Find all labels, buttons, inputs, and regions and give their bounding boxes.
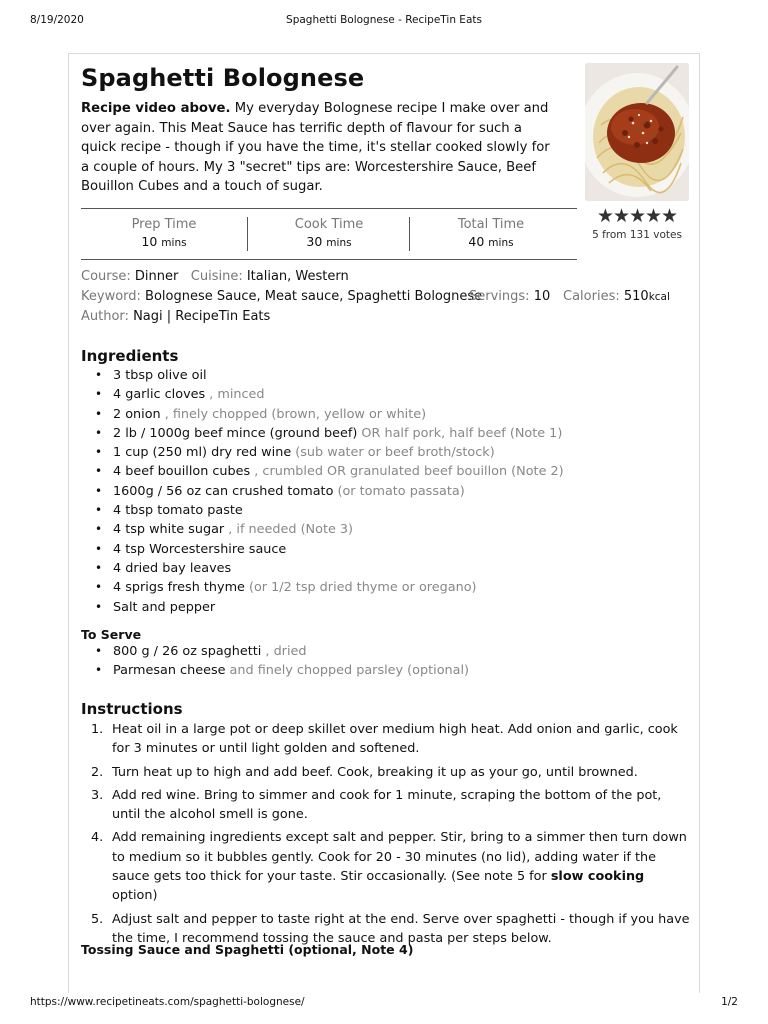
- spaghetti-bolognese-image: [585, 63, 689, 201]
- cook-time-value: 30: [306, 234, 323, 249]
- calories-unit: kcal: [648, 291, 670, 303]
- recipe-title: Spaghetti Bolognese: [81, 64, 365, 92]
- author-value: Nagi | RecipeTin Eats: [133, 309, 271, 324]
- serve-item: • Parmesan cheese and finely chopped parsley (optional): [95, 661, 469, 680]
- ingredient-item: • 4 tsp white sugar , if needed (Note 3): [95, 520, 564, 539]
- meta-author: [81, 309, 270, 324]
- rating-votes: 5 from 131 votes: [592, 229, 682, 241]
- slow-cooking-bold: slow cooking: [550, 869, 645, 885]
- ingredient-item: • 3 tbsp olive oil: [95, 366, 564, 385]
- servings-label: Servings:: [469, 289, 530, 304]
- course-value: Dinner: [134, 269, 179, 284]
- instructions-list: [91, 720, 691, 952]
- total-time: [409, 217, 572, 251]
- author-label: Author:: [81, 309, 129, 324]
- prep-time-unit: mins: [161, 237, 187, 249]
- calories-value: 510: [623, 289, 649, 304]
- cook-time-unit: mins: [326, 237, 352, 249]
- instruction-step: 3. Add red wine. Bring to simmer and cook for 1 minute, scraping the bottom of the pot, until the alcohol smell is gone.: [91, 787, 662, 823]
- recipe-card: [68, 53, 700, 993]
- ingredient-item: • 2 lb / 1000g beef mince (ground beef) OR half pork, half beef (Note 1): [95, 424, 564, 443]
- ingredient-item: • 1600g / 56 oz can crushed tomato (or tomato passata): [95, 482, 564, 501]
- ingredient-item: • 4 tsp Worcestershire sauce: [95, 540, 564, 559]
- to-serve-heading: To Serve: [81, 627, 142, 642]
- instruction-step: 5. Adjust salt and pepper to taste right at the end. Serve over spaghetti - though if you have the time, I recommend tossing the sauce and pasta per steps below.: [91, 911, 690, 946]
- calories: [563, 289, 670, 304]
- cuisine-label: Cuisine:: [190, 269, 243, 284]
- recipe-summary: [81, 99, 556, 197]
- serve-item: • 800 g / 26 oz spaghetti , dried: [95, 642, 469, 661]
- ingredient-item: • 4 dried bay leaves: [95, 559, 564, 578]
- course-label: Course:: [81, 269, 131, 284]
- print-url[interactable]: https://www.recipetineats.com/spaghetti-bolognese/: [30, 996, 305, 1008]
- ingredients-list: [95, 366, 564, 617]
- total-time-value: 40: [468, 234, 485, 249]
- meta-keyword-servings: [81, 289, 681, 304]
- print-header: [30, 14, 738, 30]
- ingredient-item: • 4 garlic cloves , minced: [95, 385, 564, 404]
- prep-time-value: 10: [141, 234, 158, 249]
- print-page-number: 1/2: [721, 996, 738, 1008]
- print-page-title: Spaghetti Bolognese - RecipeTin Eats: [286, 14, 482, 26]
- ingredient-item: • 4 tbsp tomato paste: [95, 501, 564, 520]
- servings-value[interactable]: 10: [533, 289, 551, 304]
- ingredient-item: • Salt and pepper: [95, 598, 564, 617]
- cook-time: [247, 217, 410, 251]
- tossing-heading: Tossing Sauce and Spaghetti (optional, Note 4): [81, 942, 414, 957]
- total-time-unit: mins: [488, 237, 514, 249]
- calories-label: Calories:: [563, 289, 620, 304]
- recipe-rating[interactable]: [585, 206, 689, 241]
- summary-bold: Recipe video above.: [81, 101, 231, 116]
- star-rating-icon[interactable]: ★★★★★: [596, 205, 678, 227]
- servings: [469, 289, 550, 304]
- keyword-value: Bolognese Sauce, Meat sauce, Spaghetti Bolognese: [145, 289, 483, 304]
- print-footer: [30, 996, 738, 1012]
- ingredient-item: • 4 sprigs fresh thyme (or 1/2 tsp dried thyme or oregano): [95, 578, 564, 597]
- prep-time: [81, 209, 247, 259]
- to-serve-list: [95, 642, 469, 681]
- cook-time-label: Cook Time: [294, 217, 364, 232]
- meta-course-cuisine: [81, 269, 349, 284]
- cuisine-value: Italian, Western: [246, 269, 349, 284]
- instruction-step: 1. Heat oil in a large pot or deep skillet over medium high heat. Add onion and garlic, cook for 3 minutes or until light golden and softened.: [91, 722, 678, 757]
- ingredient-item: • 4 beef bouillon cubes , crumbled OR granulated beef bouillon (Note 2): [95, 462, 564, 481]
- summary-text: My everyday Bolognese recipe I make over and over again. This Meat Sauce has terrific depth of flavour for such a quick recipe - though if you have the time, it's stellar cooked slowly for a couple of hours. My 3 "secret" tips are: Worcestershire Sauce, Beef Bouillon Cubes and a touch of sugar.: [81, 101, 550, 194]
- instructions-heading: Instructions: [81, 700, 183, 718]
- ingredient-item: • 1 cup (250 ml) dry red wine (sub water or beef broth/stock): [95, 443, 564, 462]
- recipe-times: [81, 208, 577, 260]
- total-time-label: Total Time: [457, 217, 525, 232]
- ingredient-item: • 2 onion , finely chopped (brown, yellow or white): [95, 405, 564, 424]
- ingredients-heading: Ingredients: [81, 347, 179, 365]
- instruction-step: 2. Turn heat up to high and add beef. Cook, breaking it up as your go, until browned.: [91, 764, 638, 780]
- instruction-step: 4. Add remaining ingredients except salt and pepper. Stir, bring to a simmer then turn down to medium so it bubbles gently. Cook for 20 - 30 minutes (no lid), adding water if the sauce gets too thick for your taste. Stir occasionally. (See note 5 for slow cooking option): [91, 830, 687, 904]
- print-date: 8/19/2020: [30, 14, 84, 26]
- prep-time-label: Prep Time: [131, 217, 197, 232]
- keyword-label: Keyword:: [81, 289, 141, 304]
- recipe-photo: [585, 63, 689, 201]
